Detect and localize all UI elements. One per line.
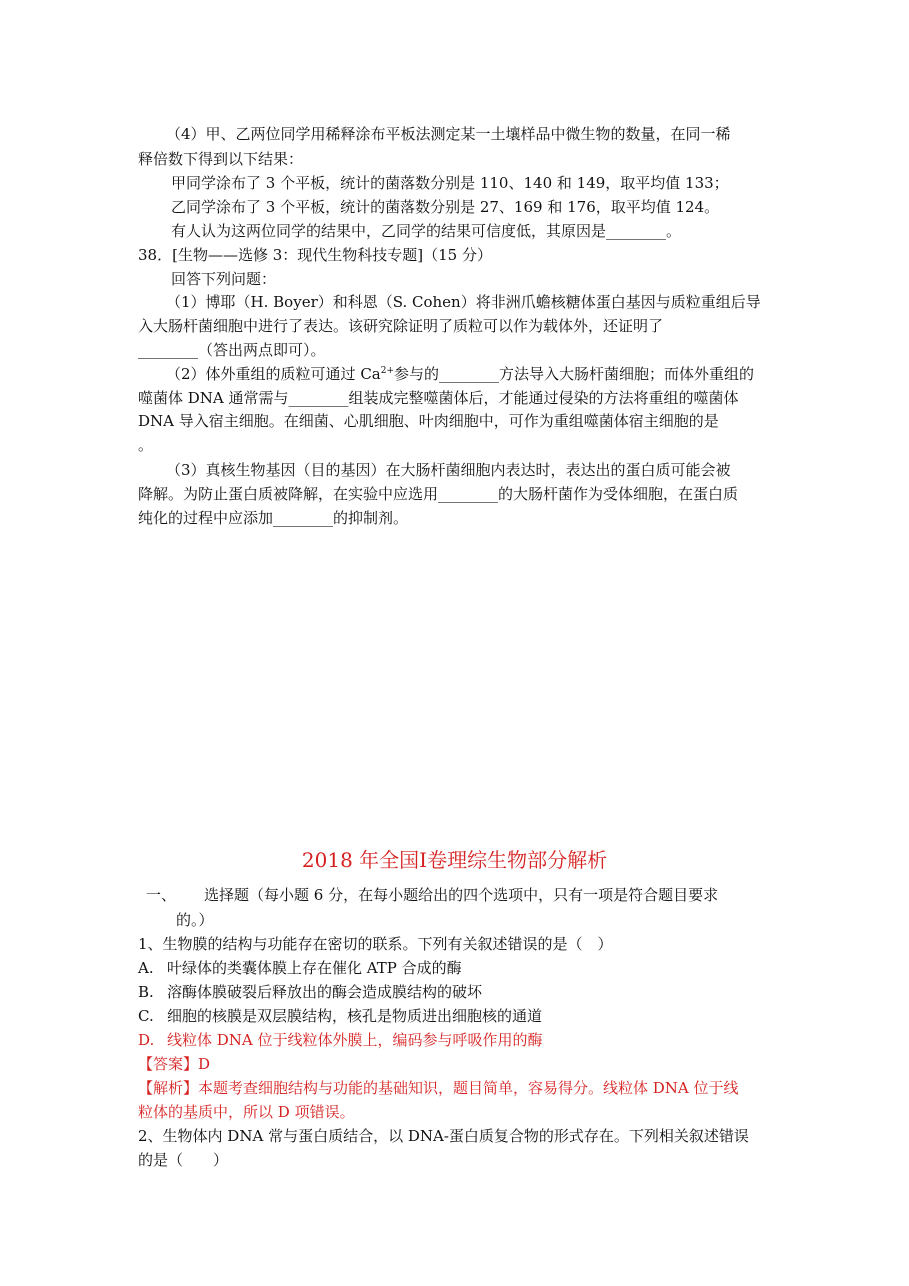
- q38-header: 38．[生物——选修 3：现代生物科技专题]（15 分）: [138, 246, 492, 264]
- q38-p3-line3: 纯化的过程中应添加________的抑制剂。: [138, 509, 409, 527]
- q2-stem-line1: 2、生物体内 DNA 常与蛋白质结合，以 DNA-蛋白质复合物的形式存在。下列相关叙述错误: [138, 1127, 749, 1145]
- q38-p1-line2: 入大肠杆菌细胞中进行了表达。该研究除证明了质粒可以作为载体外，还证明了: [138, 317, 664, 335]
- q1-explanation-line2: 粒体的基质中，所以 D 项错误。: [138, 1103, 355, 1121]
- q1-answer: 【答案】D: [138, 1055, 211, 1073]
- q1-option-a: A. 叶绿体的类囊体膜上存在催化 ATP 合成的酶: [138, 959, 462, 977]
- q1-option-d-correct: D. 线粒体 DNA 位于线粒体外膜上，编码参与呼吸作用的酶: [138, 1031, 543, 1049]
- q1-option-c: C. 细胞的核膜是双层膜结构，核孔是物质进出细胞核的通道: [138, 1007, 543, 1025]
- q1-explanation-line1: 【解析】本题考查细胞结构与功能的基础知识，题目简单，容易得分。线粒体 DNA 位于线: [138, 1079, 739, 1097]
- section-instructions-line2: 的。）: [176, 911, 214, 929]
- q38-p3-line2: 降解。为防止蛋白质被降解，在实验中应选用________的大肠杆菌作为受体细胞，在蛋白质: [138, 485, 739, 503]
- q38-intro: 回答下列问题：: [171, 270, 277, 288]
- q38-p1-line1: （1）博耶（H. Boyer）和科恩（S. Cohen）将非洲爪蟾核糖体蛋白基因与质粒重组后导: [166, 293, 761, 311]
- q38-p3-line1: （3）真核生物基因（目的基因）在大肠杆菌细胞内表达时，表达出的蛋白质可能会被: [166, 461, 731, 479]
- q1-option-b: B. 溶酶体膜破裂后释放出的酶会造成膜结构的破坏: [138, 983, 483, 1001]
- analysis-title: 2018 年全国Ⅰ卷理综生物部分解析: [301, 848, 608, 872]
- q1-stem: 1、生物膜的结构与功能存在密切的联系。下列有关叙述错误的是（ ）: [138, 935, 613, 953]
- q37-part4-line1: （4）甲、乙两位同学用稀释涂布平板法测定某一土壤样品中微生物的数量，在同一稀: [166, 125, 731, 143]
- q38-p2-line2: 噬菌体 DNA 通常需与________组装成完整噬菌体后，才能通过侵染的方法将重组的噬菌体: [138, 389, 739, 407]
- q38-p2-line3: DNA 导入宿主细胞。在细菌、心肌细胞、叶肉细胞中，可作为重组噬菌体宿主细胞的是: [138, 412, 719, 430]
- q38-p1-line3: ________（答出两点即可）。: [138, 341, 326, 359]
- q38-p2-line4: 。: [138, 436, 154, 454]
- q2-stem-line2: 的是（ ）: [138, 1151, 229, 1169]
- q37-result-student-a: 甲同学涂布了 3 个平板，统计的菌落数分别是 110、140 和 149，取平均值 133；: [171, 174, 729, 192]
- superscript-charge: 2+: [380, 366, 395, 376]
- section-number: 一、: [146, 886, 177, 904]
- q37-reason-question: 有人认为这两位同学的结果中，乙同学的结果可信度低，其原因是________。: [171, 222, 682, 240]
- q38-p2-line1: （2）体外重组的质粒可通过 $Ca^{2+}$参与的________方法导入大肠杆菌细胞；而体外重组的: [166, 365, 755, 383]
- q37-part4-line2: 释倍数下得到以下结果：: [138, 150, 304, 168]
- q37-result-student-b: 乙同学涂布了 3 个平板，统计的菌落数分别是 27、169 和 176，取平均值 124。: [171, 198, 720, 216]
- section-instructions-line1: 选择题（每小题 6 分，在每小题给出的四个选项中，只有一项是符合题目要求: [204, 886, 719, 904]
